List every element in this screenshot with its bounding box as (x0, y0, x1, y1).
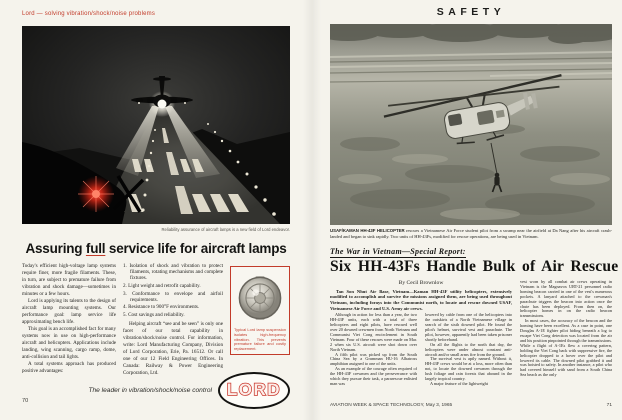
ad-footer (22, 369, 290, 411)
ad-paragraph: Lord is applying its talents to the design of aircraft lamp mounting systems. Our performance goal: lamp service life approximating bench life. (22, 298, 116, 325)
ad-paragraph: A total systems approach has produced positive advantages: (22, 361, 116, 374)
journal-footer (330, 403, 612, 408)
lord-logo (218, 372, 290, 409)
article-column-2 (425, 313, 512, 387)
page-number-right: 71 (606, 403, 612, 408)
article-body (330, 280, 612, 396)
article-column-3 (520, 280, 612, 396)
lamp-photo-box (230, 266, 290, 355)
underlined-word: full (85, 241, 106, 256)
lamp-photo-image (234, 270, 286, 326)
page-number-left: 70 (22, 398, 29, 404)
article-kicker: The War in Vietnam—Special Report: (330, 247, 466, 256)
article-paragraph: A major feature of the lightweight (430, 381, 488, 386)
helicopter-photo (330, 24, 612, 225)
red-navigation-light (78, 176, 114, 212)
article-headline: Six HH-43Fs Handle Bulk of Air Rescue (330, 258, 619, 275)
article-paragraph: vest worn by all combat air crews operating in Vietnam is the Magnavox URT-21 personnel radio homing beacon carried in one of the vest's numerous pockets. A lanyard attached to the crewman's parachute triggers the beacon into action once the chute has been deployed. From then on, the helicopter homes in on the radio beacon transmissions. (520, 280, 612, 319)
ad-headline: Assuring full service life for aircraft lamps (25, 241, 287, 256)
night-landing-photo (22, 26, 290, 224)
ad-paragraph: This goal is an accomplished fact for many systems now in use on high-performance aircraft and helicopters. Applications include landing, wing scanning, cargo ramp, dome, anti-collision and tail lights. (22, 326, 116, 360)
ad-contact-paragraph: Helping aircraft “see and be seen” is only one facet of our total capability in vibration/shock/noise control. For information, write: Lord Manufacturing Company, Division of Lord Corporation, Erie, Pa. 16512. Or call one of our 12 Field Engineering Offices. In Canada: Railway & Power Engineering Corporation, Ltd. (123, 321, 223, 377)
lord-tagline: Lord — solving vibration/shock/noise problems (22, 11, 156, 17)
article-paragraph: The survival vest is aptly named. Without it, HH-43F crews would be at a loss, more often than not, to locate the downed crewmen through the lush foliage and rain forests that abound in the largely tropical country. (425, 356, 512, 382)
article-paragraph: A fifth pilot was picked up from the South China Sea by a Grumman HU-16 Albatross amphibian assigned to one of the units. (330, 351, 417, 367)
journal-footer-text: AVIATION WEEK & SPACE TECHNOLOGY, May 3, 1965 (330, 403, 453, 408)
night-landing-photo-image (22, 26, 290, 224)
ad-list-item: 5. Cost savings and reliability. (123, 312, 185, 319)
article-paragraph: As an example of the courage often required of the HH-43F crewmen and the perseverance with which they pursue their task, a pararescue enlisted man was (330, 366, 417, 386)
ad-list-item: 3. Conformance to envelope and airfoil requirements. (123, 290, 223, 303)
article-photo-caption: USAF/KAMAN HH-43F HELICOPTER rescues a Vietnamese Air Force student pilot from a swamp near the airfield at Da Nang after his aircraft crash-landed and began to sink rapidly. Two units of HH-43Fs, modified for rescue operations, are being used in Vietnam. (330, 228, 612, 239)
helicopter-photo-image (330, 24, 612, 225)
article-intro: Tan Son Nhut Air Base, Vietnam—Kaman HH-43F utility helicopters, extensively modified to accomplish and survive the missions assigned them, are being used throughout Vietnam, including forays into the Communist north, to locate and rescue downed USAF, Vietnamese Air Force and U.S. Army air crews. (330, 288, 512, 311)
ad-list-item: 2. Light weight and retrofit capability. (123, 282, 201, 289)
ad-photo-caption: Reliability assurance of aircraft lamps is a new field of Lord endeavor. (161, 227, 290, 232)
article-paragraph: In most cases, the accuracy of the beacon and the homing have been excellent. As a case in point, one Douglas A-1E fighter pilot hiding beneath a log to escape Viet Cong detection was located from the air and his position pinpointed through the transmissions. While a flight of A-1Es flew a covering pattern, holding the Viet Cong back with suppressive fire, the helicopter dropped to a hover over the pilot and lowered its cable. The downed pilot grabbed it and was hoisted to safety. In another instance, a pilot who had covered himself with sand from a South China Sea beach as the only (520, 318, 612, 378)
ad-list-item: 1. Isolation of shock and vibration to protect filaments, rotating mechanisms and complete fixtures. (123, 263, 223, 282)
ad-list-item: 4. Resistance to 900°F environments. (123, 304, 200, 311)
caption-lead: USAF/KAMAN HH-43F HELICOPTER (330, 228, 405, 233)
article-column-1 (330, 313, 417, 387)
article-lead-block (330, 280, 512, 396)
article-paragraph: Although in action for less than a year, the two HH-43F units, each with a total of three helicopters and eight pilots, have rescued well over 20 downed crewmen from North Vietnam and Communist Viet Cong encirclement in South Vietnam. Four of these rescues were made on Mar. 2 when six U.S. aircraft were shot down over North Vietnam. (330, 313, 417, 352)
section-header: SAFETY (436, 6, 506, 18)
article-columns-1-2 (330, 313, 512, 387)
lord-logo-text: LORD (226, 380, 282, 399)
article-paragraph: On all the flights to the north that day, the helicopters were under almost constant anti-aircraft and/or small arms fire from the ground. (425, 341, 512, 357)
article-byline: By Cecil Brownlow (398, 280, 444, 286)
ad-paragraph: Today's efficient high-voltage lamp systems require finer, more fragile filaments. These, in turn, are subject to premature failure from vibration and shock damage—sometimes in minutes or a few hours. (22, 263, 116, 297)
lamp-caption: Typical Lord lamp suspension isolates high-frequency vibration. This prevents premature failure and costly replacement. (234, 327, 286, 352)
page-fold (303, 0, 321, 420)
article-paragraph: lowered by cable from one of the helicopters into the outskirts of a North Vietnamese village in search of the sixth downed pilot. He found the pilot's helmet, survival vest and parachute. The pilot, however, apparently had been taken prisoner shortly beforehand. (425, 313, 512, 342)
ad-footer-slogan: The leader in vibration/shock/noise control (88, 386, 212, 394)
